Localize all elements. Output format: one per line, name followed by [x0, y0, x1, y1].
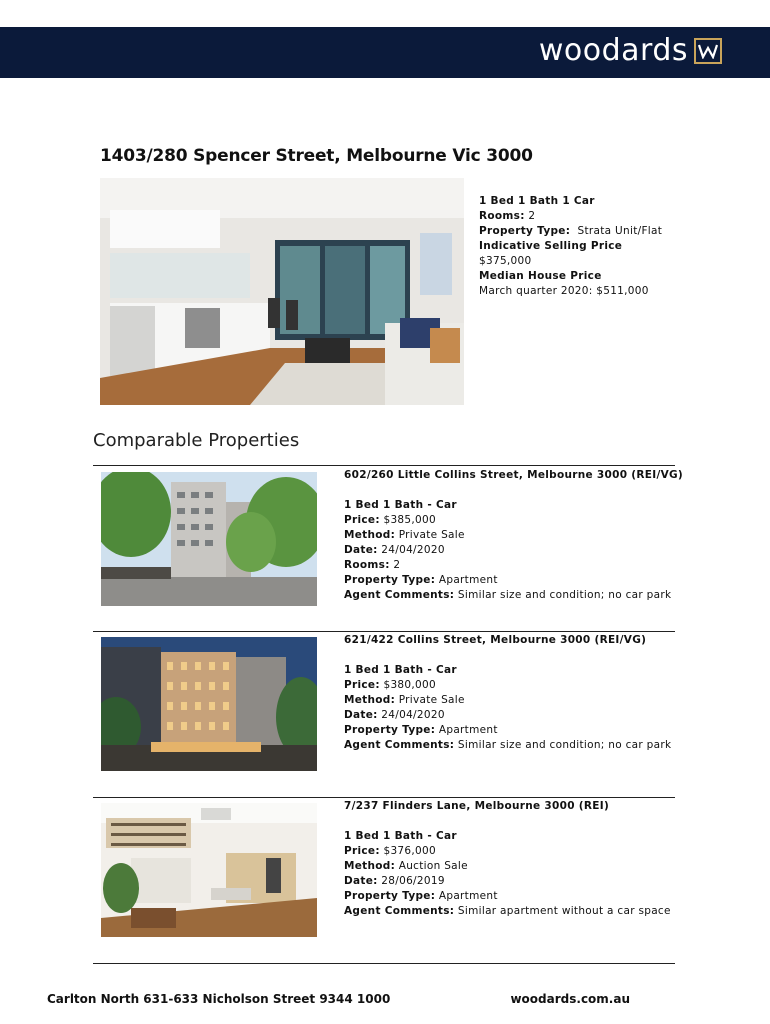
comparable-photo-3: [101, 803, 317, 937]
comparable-comments: Agent Comments: Similar apartment without a car space: [344, 905, 671, 917]
comparable-method: Method: Private Sale: [344, 529, 465, 541]
divider: [93, 465, 675, 466]
comparable-address: 7/237 Flinders Lane, Melbourne 3000 (REI): [344, 800, 610, 812]
comparable-comments: Agent Comments: Similar size and condition; no car park: [344, 739, 672, 751]
comparable-address: 621/422 Collins Street, Melbourne 3000 (REI/VG): [344, 634, 647, 646]
apartment-interior-photo: [100, 178, 464, 405]
comparable-address: 602/260 Little Collins Street, Melbourne 3000 (REI/VG): [344, 469, 684, 481]
comparable-summary: 1 Bed 1 Bath - Car: [344, 664, 457, 676]
comparable-details-3: [344, 799, 671, 919]
property-title: 1403/280 Spencer Street, Melbourne Vic 3000: [100, 146, 533, 166]
comparable-photo-2: [101, 637, 317, 771]
property-rooms: Rooms: 2: [479, 210, 536, 222]
comparable-heading: Comparable Properties: [93, 430, 300, 451]
comparable-photo-1: [101, 472, 317, 606]
comparable-type: Property Type: Apartment: [344, 574, 498, 586]
comparable-method: Method: Private Sale: [344, 694, 465, 706]
comparable-method: Method: Auction Sale: [344, 860, 468, 872]
comparable-date: Date: 24/04/2020: [344, 544, 445, 556]
comparable-details-2: [344, 633, 671, 753]
comparable-price: Price: $380,000: [344, 679, 436, 691]
indicative-price-label: Indicative Selling Price: [479, 240, 623, 252]
woodards-logo[interactable]: [538, 33, 722, 68]
comparable-type: Property Type: Apartment: [344, 724, 498, 736]
comparable-comments: Agent Comments: Similar size and condition; no car park: [344, 589, 672, 601]
comparable-date: Date: 24/04/2020: [344, 709, 445, 721]
logo-mark-icon: [694, 38, 722, 64]
logo-text: woodards: [538, 33, 688, 68]
indicative-price-value: $375,000: [479, 255, 532, 267]
comparable-price: Price: $385,000: [344, 514, 436, 526]
divider: [93, 963, 675, 964]
median-price-label: Median House Price: [479, 270, 602, 282]
median-price-value: March quarter 2020: $511,000: [479, 285, 649, 297]
property-summary: 1 Bed 1 Bath 1 Car: [479, 195, 595, 207]
divider: [93, 631, 675, 632]
property-details: [479, 194, 662, 299]
header-bar: [0, 27, 770, 78]
comparable-date: Date: 28/06/2019: [344, 875, 445, 887]
comparable-details-1: [344, 468, 683, 603]
comparable-summary: 1 Bed 1 Bath - Car: [344, 499, 457, 511]
property-type: Property Type: Strata Unit/Flat: [479, 225, 663, 237]
comparable-price: Price: $376,000: [344, 845, 436, 857]
comparable-type: Property Type: Apartment: [344, 890, 498, 902]
comparable-rooms: Rooms: 2: [344, 559, 401, 571]
divider: [93, 797, 675, 798]
footer-website-link[interactable]: woodards.com.au: [510, 992, 630, 1006]
comparable-summary: 1 Bed 1 Bath - Car: [344, 830, 457, 842]
footer-office: Carlton North 631-633 Nicholson Street 9344 1000: [47, 992, 391, 1006]
